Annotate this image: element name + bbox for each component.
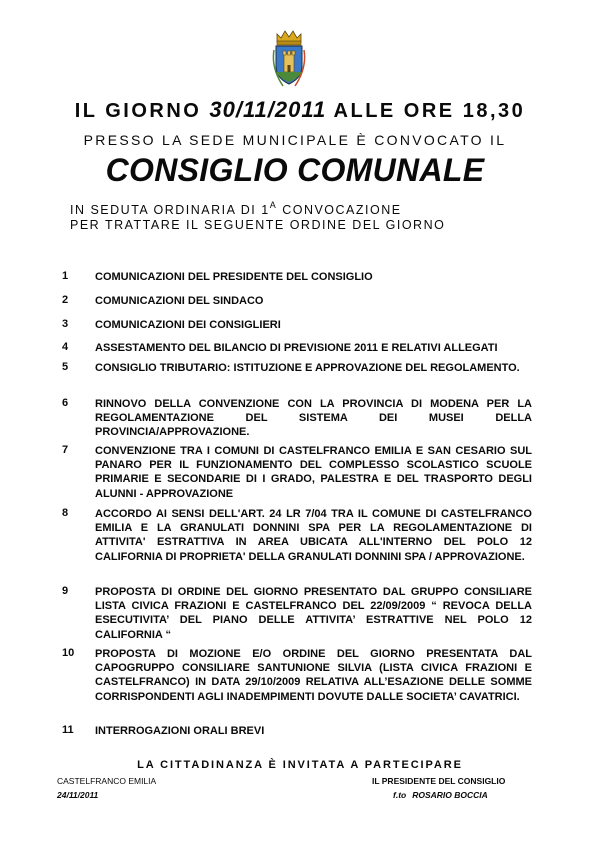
agenda-item-number: 2 bbox=[62, 294, 69, 306]
convocation-line: PRESSO LA SEDE MUNICIPALE È CONVOCATO IL bbox=[83, 132, 507, 148]
agenda-item-number: 5 bbox=[62, 361, 69, 373]
issue-place: CASTELFRANCO EMILIA bbox=[57, 776, 157, 786]
signature-line bbox=[393, 790, 488, 800]
agenda-item-text: PROPOSTA DI MOZIONE E/O ORDINE DEL GIORNO PRESENTATA DAL CAPOGRUPPO CONSILIARE SANTUNIONE SILVIA (LISTA CIVICA FRAZIONI E CASTELFRANCO) IN DATA 29/10/2009 RELATIVA ALL’ESAZIONE DELLE SOMME CORRISPONDENTI AGLI INADEMPIMENTI DOVUTE DALLE SOCIETA’ CAVATRICI. bbox=[95, 648, 532, 703]
agenda-item-number: 1 bbox=[62, 270, 69, 282]
agenda-item-number: 4 bbox=[62, 341, 69, 353]
agenda-item-number: 7 bbox=[62, 444, 69, 456]
signature-prefix: f.to bbox=[393, 790, 407, 800]
document-title: CONSIGLIO COMUNALE bbox=[105, 152, 485, 188]
issue-date: 24/11/2011 bbox=[57, 790, 99, 800]
agenda-item-text: PROPOSTA DI ORDINE DEL GIORNO PRESENTATO DAL GRUPPO CONSILIARE LISTA CIVICA FRAZIONI E CASTELFRANCO DEL 22/09/2009 “ REVOCA DELLA ESECUTIVITA’ DEL PIANO DELLE ATTIVITA’ ESTRATTIVE NEL POLO 12 CALIFORNIA “ bbox=[95, 586, 532, 641]
session-suffix: CONVOCAZIONE bbox=[277, 203, 402, 217]
meeting-date-line bbox=[0, 97, 600, 123]
agenda-item-text: RINNOVO DELLA CONVENZIONE CON LA PROVINCIA DI MODENA PER LA REGOLAMENTAZIONE DEL SISTEMA DEI MUSEI DELLA PROVINCIA/APPROVAZIONE. bbox=[95, 398, 532, 439]
agenda-intro: PER TRATTARE IL SEGUENTE ORDINE DEL GIORNO bbox=[70, 218, 446, 232]
agenda-item-text: COMUNICAZIONI DEL SINDACO bbox=[95, 295, 264, 307]
session-prefix: IN SEDUTA ORDINARIA DI 1 bbox=[70, 203, 270, 217]
agenda-item-number: 9 bbox=[62, 585, 69, 597]
agenda-item-number: 6 bbox=[62, 397, 69, 409]
agenda-item-number: 3 bbox=[62, 318, 69, 330]
coat-of-arms-icon bbox=[271, 28, 307, 88]
agenda-item-text: COMUNICAZIONI DEI CONSIGLIERI bbox=[95, 319, 281, 331]
meeting-date: 30/11/2011 bbox=[209, 97, 327, 122]
agenda-item-text: ACCORDO AI SENSI DELL'ART. 24 LR 7/04 TRA IL COMUNE DI CASTELFRANCO EMILIA E LA GRANULATI DONNINI SPA PER LA REGOLAMENTAZIONE DI ATTIVITA' ESTRATTIVA IN AREA UBICATA ALL'INTERNO DEL POLO 12 CALIFORNIA DI PROPRIETA' DELLA GRANULATI DONNINI SPA / APPROVAZIONE. bbox=[95, 508, 532, 563]
agenda-item-text: COMUNICAZIONI DEL PRESIDENTE DEL CONSIGLIO bbox=[95, 271, 373, 283]
invitation-line: LA CITTADINANZA È INVITATA A PARTECIPARE bbox=[137, 759, 463, 771]
meeting-time: ALLE ORE 18,30 bbox=[326, 100, 526, 122]
session-superscript: A bbox=[269, 200, 278, 210]
signer-name: ROSARIO BOCCIA bbox=[412, 790, 488, 800]
agenda-item-number: 10 bbox=[62, 647, 75, 659]
agenda-item-number: 11 bbox=[62, 724, 74, 736]
signer-role: IL PRESIDENTE DEL CONSIGLIO bbox=[372, 776, 506, 786]
date-prefix: IL GIORNO bbox=[74, 100, 210, 122]
agenda-item-text: INTERROGAZIONI ORALI BREVI bbox=[95, 725, 265, 737]
agenda-item-text: CONVENZIONE TRA I COMUNI DI CASTELFRANCO EMILIA E SAN CESARIO SUL PANARO PER IL FUNZIONAMENTO DEL COMPLESSO SCOLASTICO SCUOLE PRIMARIE E SECONDARIE DI I GRADO, PALESTRA E DEL TRASPORTO DEGLI ALUNNI - APPROVAZIONE bbox=[95, 445, 532, 500]
agenda-item-text: CONSIGLIO TRIBUTARIO: ISTITUZIONE E APPROVAZIONE DEL REGOLAMENTO. bbox=[95, 362, 520, 374]
agenda-item-number: 8 bbox=[62, 507, 69, 519]
session-line bbox=[70, 200, 402, 217]
agenda-item-text: ASSESTAMENTO DEL BILANCIO DI PREVISIONE 2011 E RELATIVI ALLEGATI bbox=[95, 342, 498, 354]
